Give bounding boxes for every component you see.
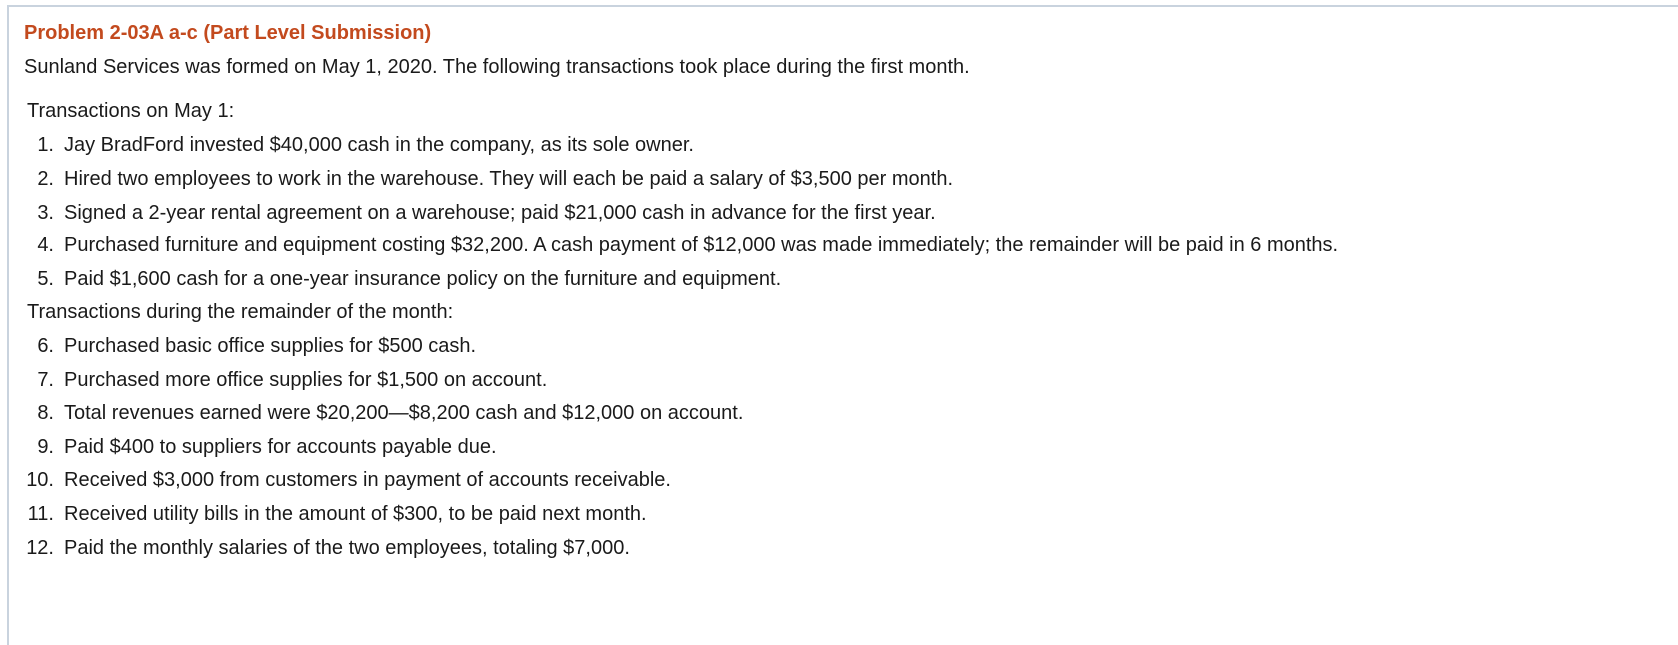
transaction-number: 7. xyxy=(37,369,54,391)
transaction-text: Purchased furniture and equipment costing $32,200. A cash payment of $12,000 was made immediately; the remainder will be paid in 6 months. xyxy=(64,234,1339,256)
transaction-item xyxy=(0,503,647,526)
transaction-number: 10. xyxy=(26,469,54,491)
transaction-text: Paid $400 to suppliers for accounts payable due. xyxy=(64,436,497,458)
problem-title: Problem 2-03A a-c (Part Level Submission) xyxy=(24,22,432,44)
section-heading-remainder: Transactions during the remainder of the month: xyxy=(27,301,454,323)
transaction-item xyxy=(0,168,953,191)
transaction-item xyxy=(0,369,547,392)
transaction-number: 9. xyxy=(37,436,54,458)
transaction-text: Paid $1,600 cash for a one-year insurance policy on the furniture and equipment. xyxy=(64,268,782,290)
transaction-text: Received $3,000 from customers in payment of accounts receivable. xyxy=(64,469,671,491)
transaction-number: 8. xyxy=(37,402,54,424)
transaction-item xyxy=(0,268,781,291)
transaction-item xyxy=(0,234,1338,257)
transaction-text: Hired two employees to work in the warehouse. They will each be paid a salary of $3,500 per month. xyxy=(64,168,954,190)
transaction-number: 5. xyxy=(37,268,54,290)
transaction-item xyxy=(0,469,671,492)
transaction-number: 6. xyxy=(37,335,54,357)
transaction-text: Received utility bills in the amount of $300, to be paid next month. xyxy=(64,503,647,525)
transaction-number: 11. xyxy=(27,503,54,525)
transaction-item xyxy=(0,402,743,425)
transaction-number: 4. xyxy=(37,234,54,256)
transaction-text: Purchased more office supplies for $1,500 on account. xyxy=(64,369,548,391)
section-heading-may-1: Transactions on May 1: xyxy=(27,100,235,122)
transaction-text: Paid the monthly salaries of the two employees, totaling $7,000. xyxy=(64,537,630,559)
transaction-number: 12. xyxy=(26,537,54,559)
transaction-item xyxy=(0,134,694,157)
transaction-text: Total revenues earned were $20,200—$8,200 cash and $12,000 on account. xyxy=(64,402,744,424)
transaction-item xyxy=(0,537,630,560)
transaction-number: 3. xyxy=(37,202,54,224)
transaction-item xyxy=(0,335,476,358)
transaction-item xyxy=(0,202,936,225)
transaction-text: Jay BradFord invested $40,000 cash in the company, as its sole owner. xyxy=(64,134,694,156)
problem-intro: Sunland Services was formed on May 1, 2020. The following transactions took place during the first month. xyxy=(24,56,970,78)
transaction-number: 1. xyxy=(37,134,54,156)
transaction-number: 2. xyxy=(37,168,54,190)
transaction-text: Signed a 2-year rental agreement on a warehouse; paid $21,000 cash in advance for the first year. xyxy=(64,202,936,224)
transaction-text: Purchased basic office supplies for $500 cash. xyxy=(64,335,477,357)
transaction-item xyxy=(0,436,497,459)
